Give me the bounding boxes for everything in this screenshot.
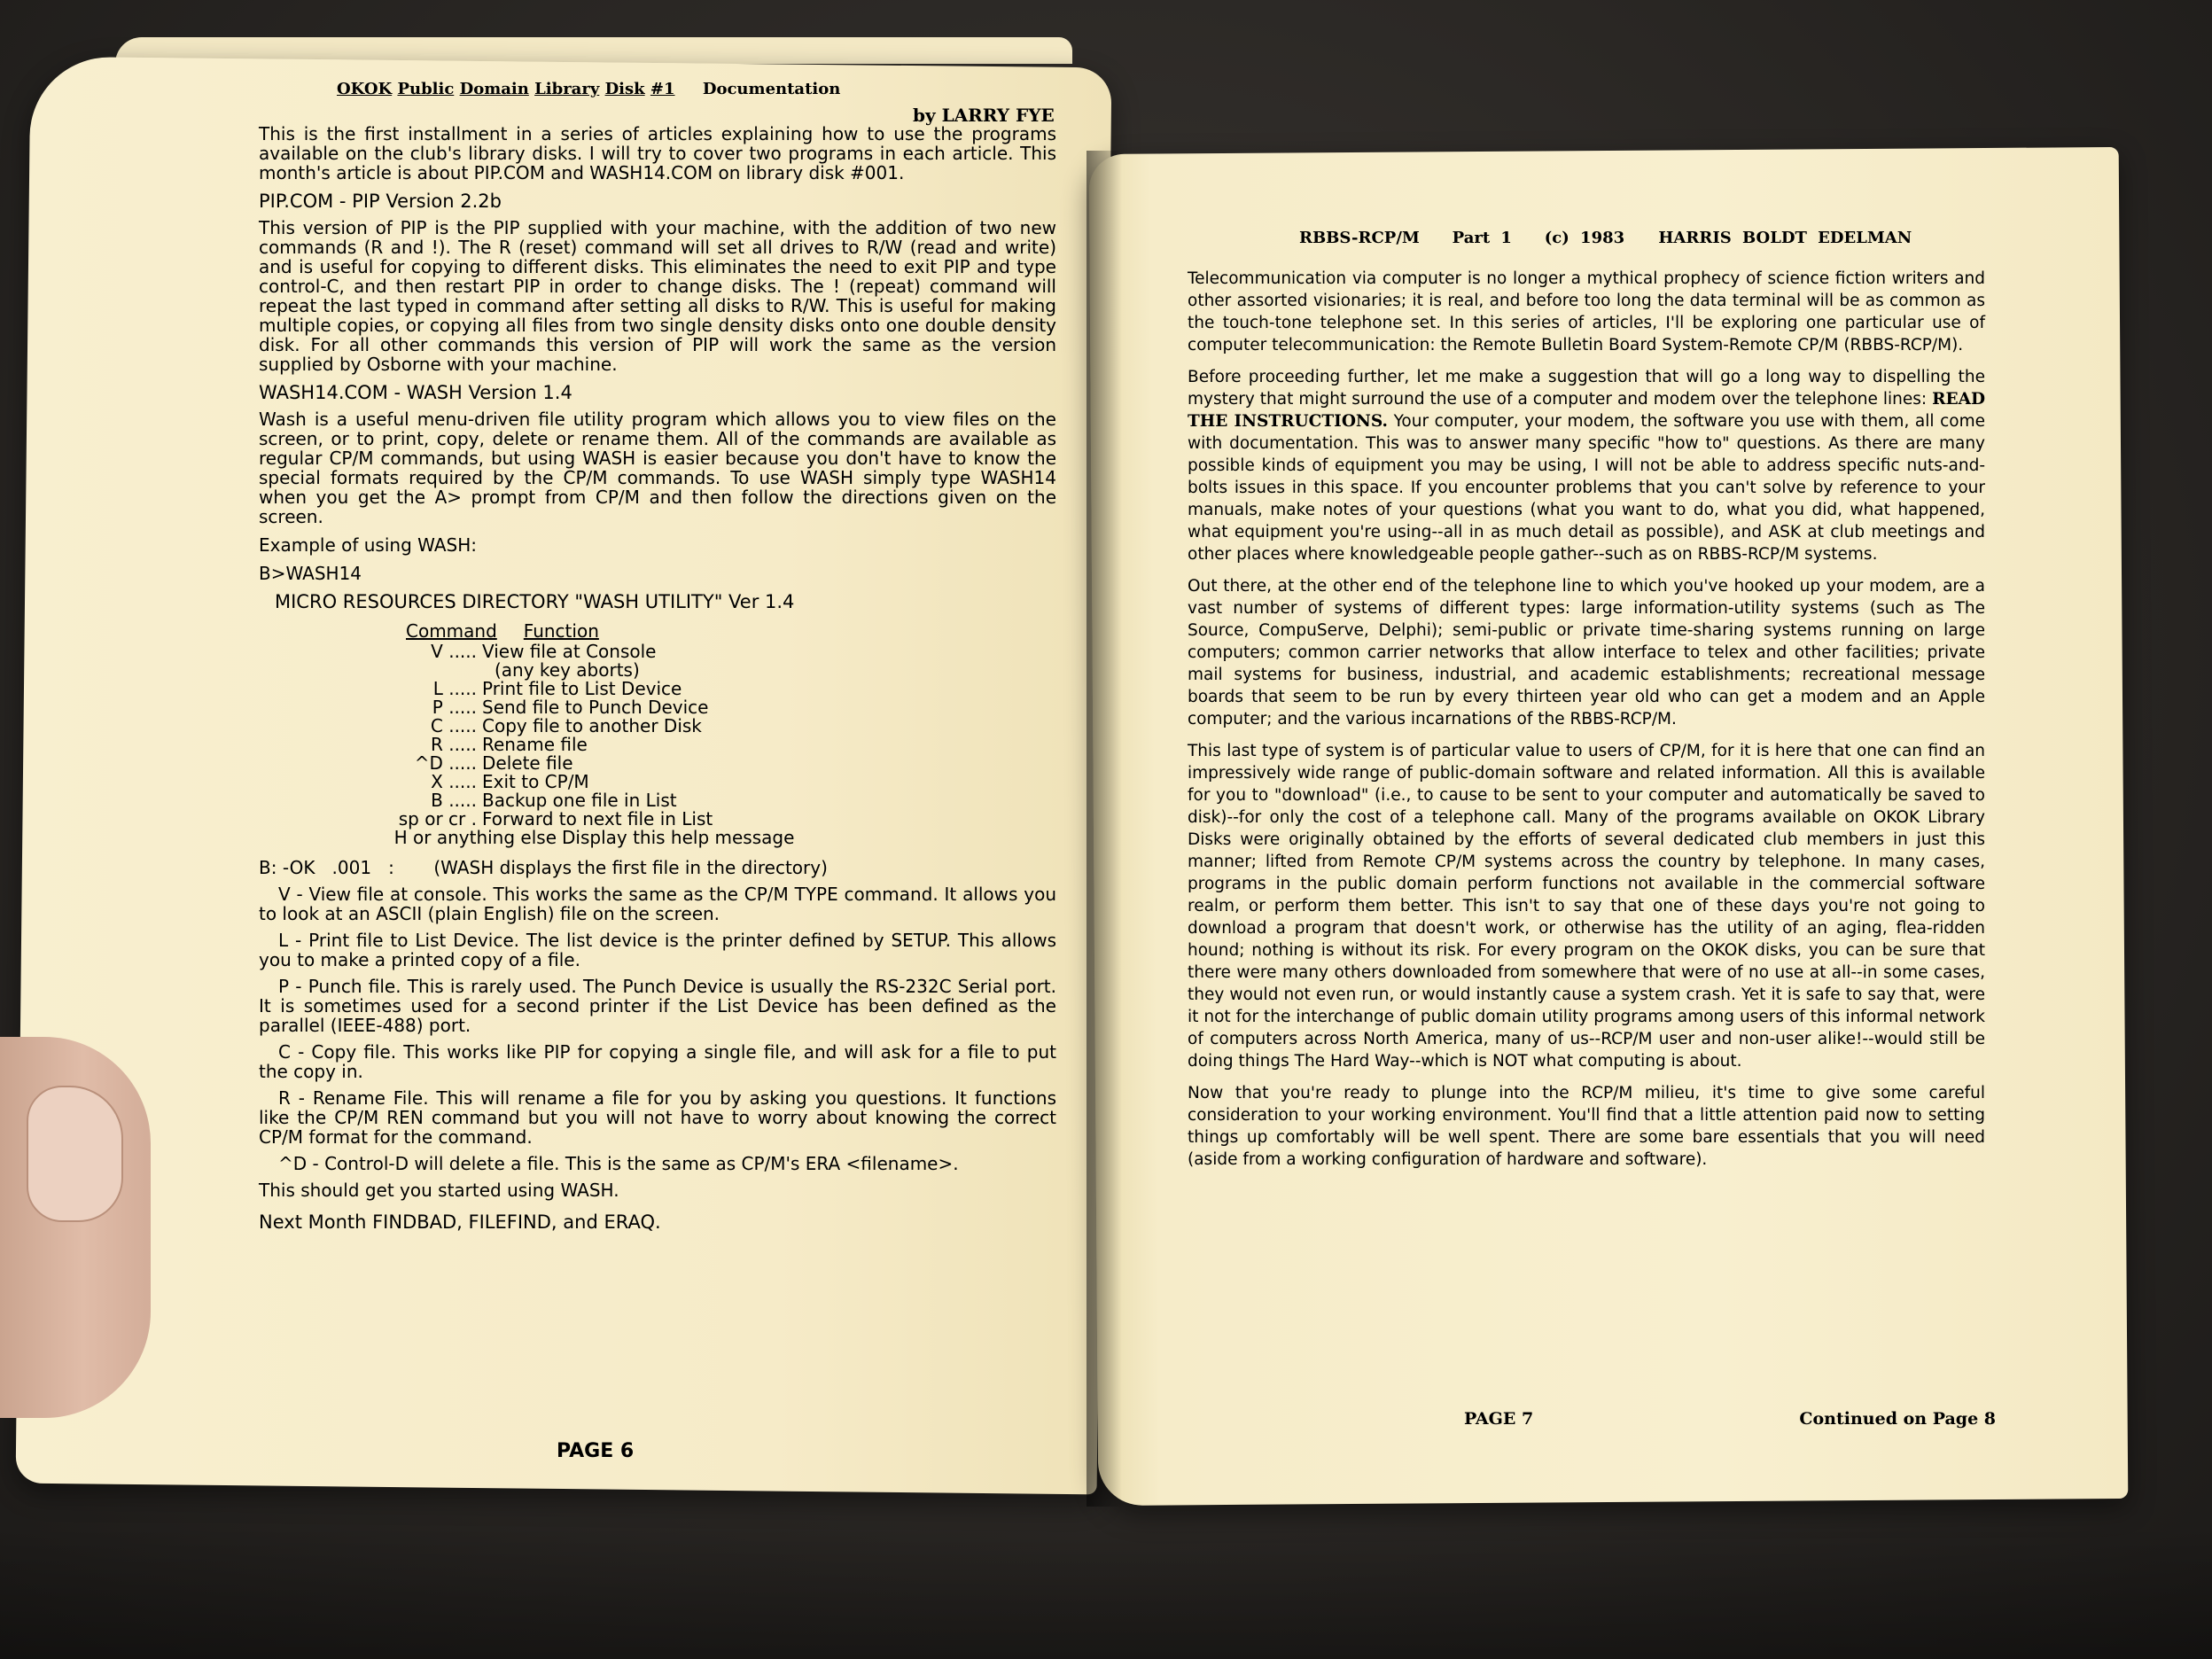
header-word: OKOK: [337, 80, 393, 98]
menu-row: [344, 791, 1056, 810]
example-label: Example of using WASH:: [259, 534, 477, 556]
menu-function: Display this help message: [562, 827, 795, 848]
article-paragraph: Telecommunication via computer is no longer a mythical prophecy of science fiction writers and other assorted visionaries; it is real, and before too long the data terminal will be as common as the touch-tone telephone set. In this series of articles, I'll be exploring one particular use of computer telecommunication: the Remote Bulletin Board System-Remote CP/M (RBBS-RCP/M).: [1188, 269, 1985, 354]
article-paragraph: This last type of system is of particular value to users of CP/M, for it is here that one can find an impressively wide range of public-domain software and related information. All this is available for you to "download" (i.e., to cause to be sent to your computer and automatically be saved to disk)--for only the cost of a telephone call. Many of the programs available on OKOK Library Disks were originally obtained by the efforts of several dedicated club members in just this manner; lifted from Remote CP/M systems across the country by telephone. In many cases, programs in the public domain perform functions not available in the commercial software realm, or perform them better. This isn't to say that one of these days you're not going to download a program that doesn't work, or otherwise has the utility of an aging, flea-ridden hound; nothing is without its risk. For every program on the OKOK disks, you can be sure that there were many others downloaded from somewhere that were of no use at all--in some cases, they would not even run, or would instantly cause a system crash. Yet it is safe to say that, were it not for the interchange of public domain utility programs among users of this informal network of computers across North America, many of us--RCP/M user and non-user alike!--would still be doing things The Hard Way--which is NOT what computing is about.: [1188, 742, 1985, 1071]
menu-row: [344, 829, 1056, 847]
menu-row: [344, 754, 1056, 773]
left-page-header: [337, 80, 1046, 98]
command-description: V - View file at console. This works the same as the CP/M TYPE command. It allows you to look at an ASCII (plain English) file on the screen.: [259, 884, 1056, 924]
header-word: Public: [397, 80, 455, 98]
menu-header-function: Function: [523, 620, 599, 642]
menu-function: Copy file to another Disk: [482, 715, 702, 736]
thumb: [27, 1086, 123, 1222]
article-paragraph: Now that you're ready to plunge into the RCP/M milieu, it's time to give some careful consideration to your working environment. You'll find that a little attention paid now to setting things up comfortably will be well spent. There are some bare essentials that you will need (aside from a working configuration of hardware and software).: [1188, 1084, 1985, 1169]
menu-function: Exit to CP/M: [482, 771, 589, 792]
header-word: Library: [534, 80, 600, 98]
command-description: C - Copy file. This works like PIP for copying a single file, and will ask for a file to put the copy in.: [259, 1041, 1056, 1082]
command-description: P - Punch file. This is rarely used. The Punch Device is usually the RS-232C Serial port. It is sometimes used for a second printer if the List Device has been defined as the parallel (IEEE-488) port.: [259, 976, 1056, 1036]
header-part: Part 1: [1452, 229, 1512, 247]
paragraph-text: Before proceeding further, let me make a suggestion that will go a long way to dispelling the mystery that might surround the use of a computer and modem over the telephone lines:: [1188, 368, 1985, 409]
article-paragraph: Out there, at the other end of the telephone line to which you've hooked up your modem, are a vast number of systems of different types: large information-utility systems (such as The Source, CompuServe, Delphi); semi-public or private time-sharing systems running on large computers; common carrier networks that allow interface to telex and other facilities; private mail systems for business, industrial, and academic establishments; recreational message boards that seem to be run by every thirteen year old who can get a modem and an Apple computer; and the various incarnations of the RBBS-RCP/M.: [1188, 577, 1985, 728]
menu-function: View file at Console: [482, 641, 657, 662]
menu-key: P .....: [432, 697, 477, 718]
next-month-line: Next Month FINDBAD, FILEFIND, and ERAQ.: [259, 1211, 661, 1233]
wash-heading: WASH14.COM - WASH Version 1.4: [259, 382, 572, 403]
menu-row: [344, 680, 1056, 698]
command-prompt: B>WASH14: [259, 563, 362, 584]
menu-function: Forward to next file in List: [482, 808, 713, 830]
menu-function: Print file to List Device: [482, 678, 682, 699]
couch-background: [0, 1526, 2212, 1659]
wash-display-line: B: -OK .001 : (WASH displays the first file in the directory): [259, 857, 828, 878]
command-description: ^D - Control-D will delete a file. This is the same as CP/M's ERA <filename>.: [278, 1153, 959, 1174]
menu-key: B .....: [431, 790, 477, 811]
menu-key: V .....: [431, 641, 477, 662]
header-word: Domain: [459, 80, 529, 98]
article-paragraph: [1188, 366, 1985, 565]
header-copyright: (c) 1983: [1544, 229, 1625, 247]
header-author: HARRIS BOLDT EDELMAN: [1658, 229, 1912, 247]
menu-row: [344, 643, 1056, 661]
menu-row: [344, 736, 1056, 754]
menu-header-command: Command: [406, 620, 497, 642]
emphasis-text: READ THE INSTRUCTIONS.: [1188, 390, 1985, 431]
page-number-right: PAGE 7: [1464, 1409, 1534, 1429]
menu-title: MICRO RESOURCES DIRECTORY "WASH UTILITY" Ver 1.4: [275, 591, 795, 612]
menu-row: [344, 698, 1056, 717]
header-word: #1: [650, 80, 675, 98]
menu-key: H or anything else: [393, 827, 557, 848]
pip-heading: PIP.COM - PIP Version 2.2b: [259, 191, 502, 212]
menu-key: X .....: [431, 771, 477, 792]
command-description: L - Print file to List Device. The list device is the printer defined by SETUP. This allows you to make a printed copy of a file.: [259, 930, 1056, 970]
menu-function: Delete file: [482, 752, 573, 774]
menu-function: Rename file: [482, 734, 588, 755]
menu-row: [344, 810, 1056, 829]
wash-paragraph: Wash is a useful menu-driven file utility program which allows you to view files on the screen, or to print, copy, delete or rename them. All of the commands are available as regular CP/M commands, but using WASH is easier because you don't have to know the special formats required by the CP/M commands. To use WASH simply type WASH14 when you get the A> prompt from CP/M and then follow the directions given on the screen.: [259, 409, 1056, 527]
header-title: RBBS-RCP/M: [1299, 229, 1420, 247]
page-number-left: PAGE 6: [557, 1440, 635, 1462]
right-page-header: [1299, 229, 1920, 247]
pip-paragraph: This version of PIP is the PIP supplied with your machine, with the addition of two new commands (R and !). The R (reset) command will set all drives to R/W (read and write) and is useful for copying to different disks. This eliminates the need to exit PIP and type control-C, and then restart PIP in order to change disks. The ! (repeat) command will repeat the last typed in command after setting all disks to R/W. This is useful for making multiple copies, or copying all files from two single density disks onto one double density disk. For all other commands this version of PIP will work the same as the version supplied by Osborne with your machine.: [259, 217, 1056, 375]
continued-note: Continued on Page 8: [1799, 1409, 1996, 1429]
header-word: Disk: [604, 80, 645, 98]
menu-key: L .....: [432, 678, 477, 699]
left-byline: by LARRY FYE: [913, 105, 1055, 126]
wash-menu: [344, 622, 1056, 847]
book-gutter: [1087, 151, 1122, 1507]
menu-function: (any key aborts): [495, 659, 640, 681]
paragraph-text: Your computer, your modem, the software you use with them, all come with documentation. This was to answer many specific "how to" questions. As there are many possible kinds of equipment you may be using, I will not be able to address specific nuts-and-bolts issues in this space. If you encounter problems that you can't solve by reference to your manuals, make notes of your questions (what you want to do, what you did, what happened, what equipment you're using--all in as much detail as possible), and ASK at club meetings and other places where knowledgeable people gather--such as on RBBS-RCP/M systems.: [1188, 412, 1985, 564]
menu-key: R .....: [430, 734, 477, 755]
menu-function: Send file to Punch Device: [482, 697, 709, 718]
command-description: R - Rename File. This will rename a file for you by asking you questions. It functions like the CP/M REN command but you will not have to worry about knowing the correct CP/M format for the command.: [259, 1087, 1056, 1148]
left-article-body: [259, 124, 1056, 1232]
menu-key: ^D .....: [414, 752, 477, 774]
command-descriptions: [259, 884, 1056, 1173]
closing-line: This should get you started using WASH.: [259, 1180, 619, 1201]
intro-paragraph: This is the first installment in a series of articles explaining how to use the programs available on the club's library disks. I will try to cover two programs in each article. This month's article is about PIP.COM and WASH14.COM on library disk #001.: [259, 123, 1056, 183]
menu-row: [344, 773, 1056, 791]
menu-header-row: [406, 622, 1056, 641]
menu-key: C .....: [430, 715, 477, 736]
menu-row: [344, 661, 1056, 680]
menu-row: [344, 717, 1056, 736]
menu-key: [344, 661, 482, 680]
menu-function: Backup one file in List: [482, 790, 677, 811]
right-page-footer: [1464, 1409, 1996, 1429]
header-doc-label: Documentation: [702, 80, 841, 98]
right-article-body: [1188, 268, 1985, 1180]
menu-key: sp or cr .: [398, 808, 477, 830]
